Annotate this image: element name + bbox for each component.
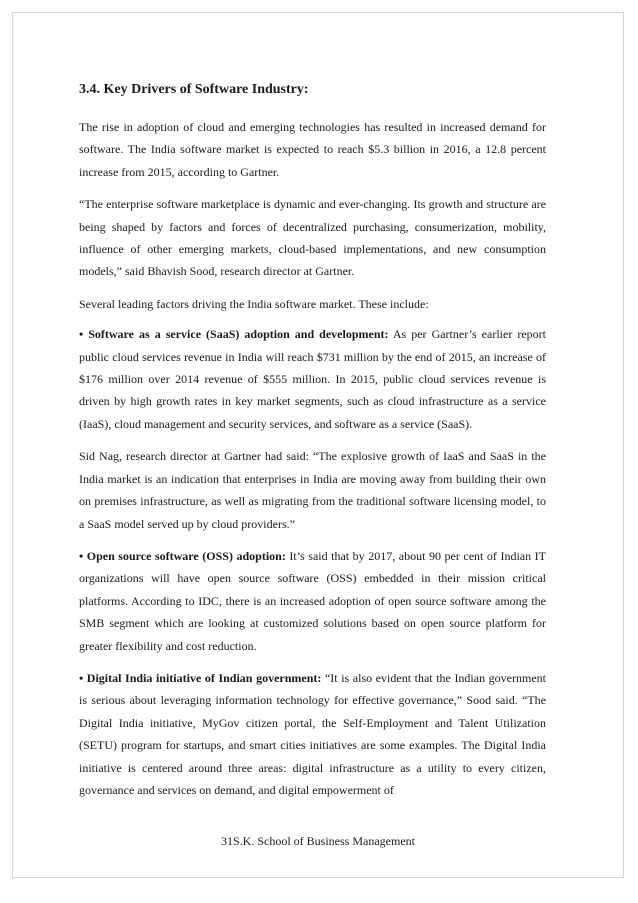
oss-text: It’s said that by 2017, about 90 per cent of Indian IT organizations will have open source software (OSS) embedded in their mission critical platforms. According to IDC, there is an increased adoption of open source software among the SMB segment which are looking at customized solutions based on open source platform for greater flexibility and cost reduction. [79,548,547,653]
paragraph-sid-nag-quote: Sid Nag, research director at Gartner had said: “The explosive growth of IaaS and SaaS in the India market is an indication that enterprises in India are moving away from building their own on premises infrastructure, as well as migrating from the traditional software licensing model, to a SaaS model served up by cloud providers.” [79,449,546,531]
paragraph-saas [79,323,546,435]
section-heading: 3.4. Key Drivers of Software Industry: [79,82,309,97]
digital-india-lead: • Digital India initiative of Indian government: [79,670,322,685]
paragraph-market-growth: The rise in adoption of cloud and emerging technologies has resulted in increased demand for software. The India software market is expected to reach $5.3 billion in 2016, a 12.8 percent increase from 2015, according to Gartner. [79,120,546,179]
saas-lead: • Software as a service (SaaS) adoption and development: [79,327,389,342]
paragraph-oss [79,545,546,657]
digital-india-text: “It is also evident that the Indian government is serious about leveraging information technology for effective governance,” Sood said. “The Digital India initiative, MyGov citizen portal, the Self-Employment and Talent Utilization (SETU) program for startups, and smart cities initiatives are some examples. The Digital India initiative is centered around three areas: digital infrastructure as a utility to every citizen, governance and services on demand, and digital empowerment of [79,670,546,797]
document-page [12,12,624,878]
paragraph-gartner-quote: “The enterprise software marketplace is dynamic and ever-changing. Its growth and structure are being shaped by factors and forces of decentralized purchasing, consumerization, mobility, influence of other emerging markets, cloud-based implementations, and new consumption models,” said Bhavish Sood, research director at Gartner. [79,197,546,279]
oss-lead: • Open source software (OSS) adoption: [79,548,286,563]
saas-text: As per Gartner’s earlier report public cloud services revenue in India will reach $731 million by the end of 2015, an increase of $176 million over 2014 revenue of $555 million. In 2015, public cloud services revenue is driven by high growth rates in key market segments, such as cloud infrastructure as a service (IaaS), cloud management and security services, and software as a service (SaaS). [79,327,546,431]
page-content [79,80,546,811]
paragraph-factors-intro: Several leading factors driving the India software market. These include: [79,296,429,311]
paragraph-digital-india [79,667,546,801]
page-footer: 31S.K. School of Business Management [221,834,415,848]
